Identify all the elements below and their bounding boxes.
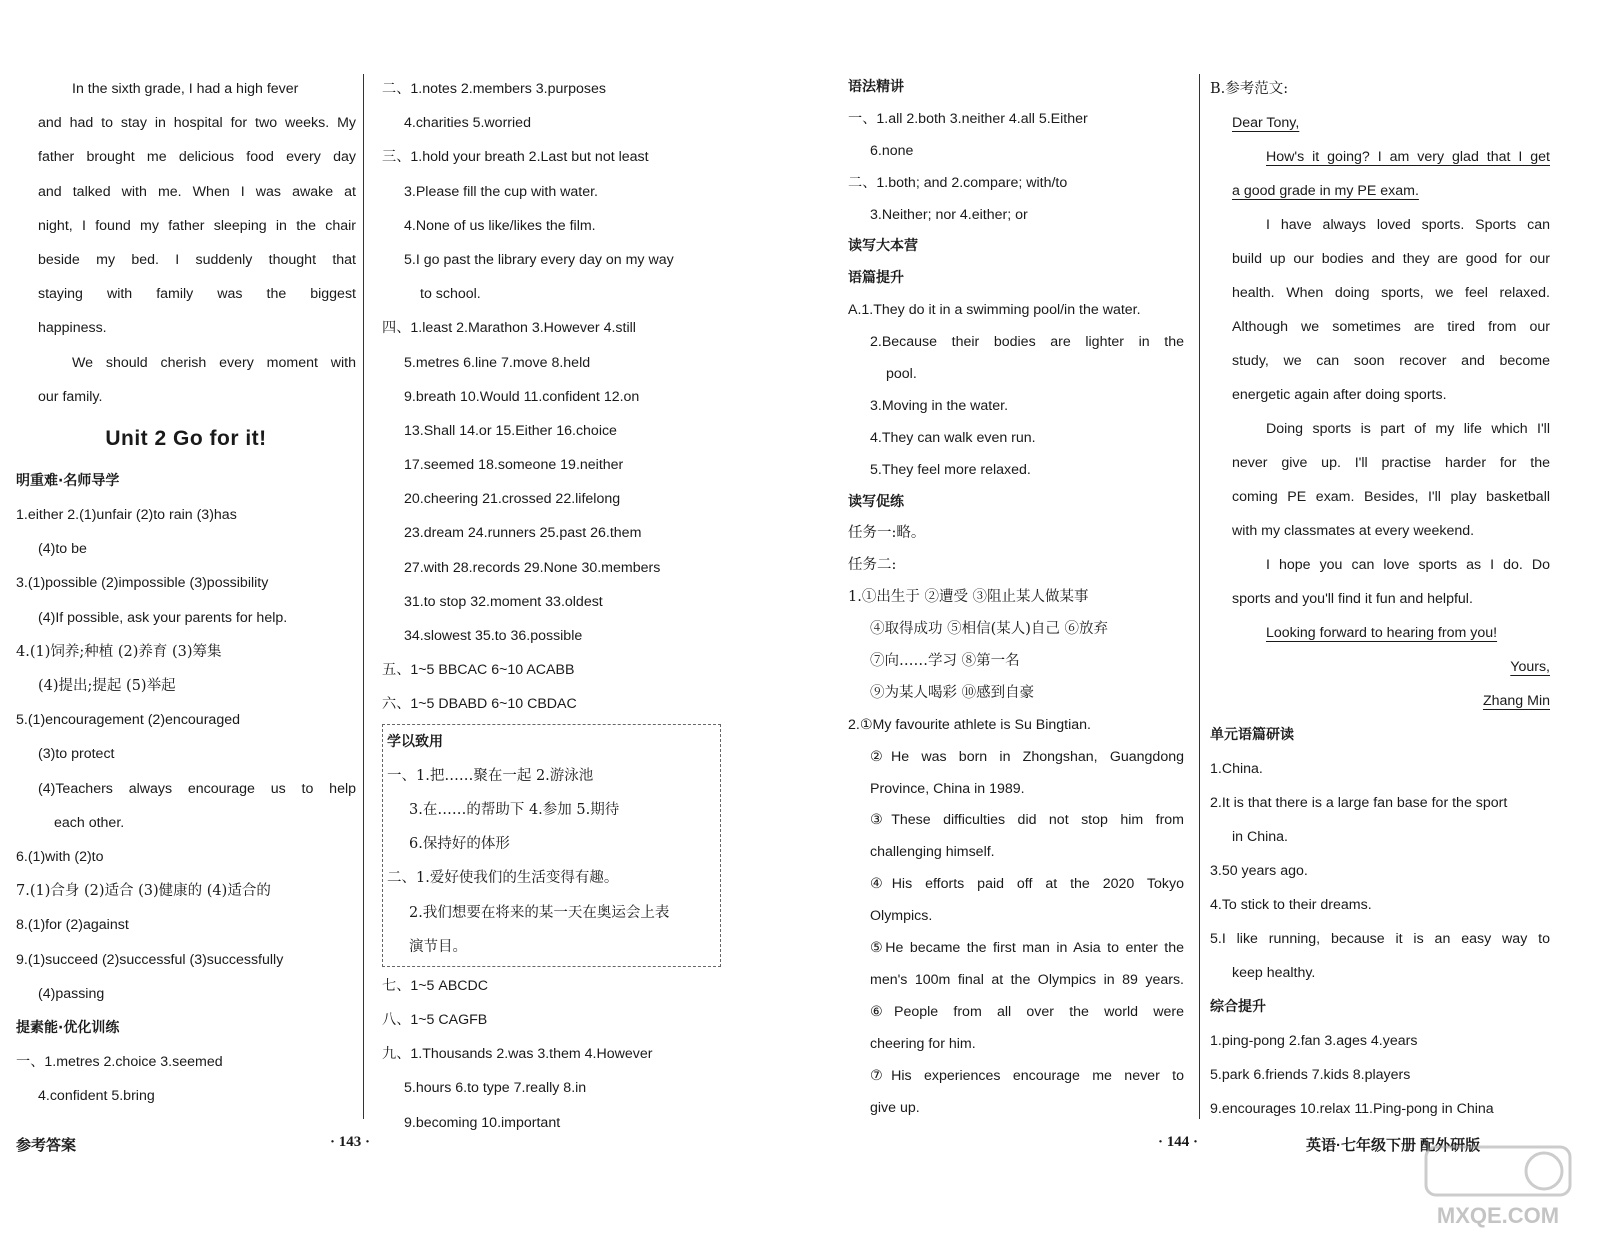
page-number-right: · 144 · xyxy=(1158,1134,1199,1150)
letter-line: never give up. I'll practise harder for the xyxy=(1232,455,1550,471)
essay-line: and had to stay in hospital for two weeks. My xyxy=(38,115,356,132)
answer-line: 6.none xyxy=(870,142,914,159)
answer-line: 5.metres 6.line 7.move 8.held xyxy=(404,354,591,371)
column-1 xyxy=(16,72,356,1113)
answer-line: 9.encourages 10.relax 11.Ping-pong in China xyxy=(1210,1101,1494,1117)
answer-line: 一、1.all 2.both 3.neither 4.all 5.Either xyxy=(848,110,1088,127)
answer-line: 9.(1)succeed (2)successful (3)successfully xyxy=(16,951,284,968)
section-title: 综合提升 xyxy=(1210,999,1266,1015)
answer-line: (4)to be xyxy=(38,541,87,558)
answer-line: Province, China in 1989. xyxy=(870,780,1025,797)
answer-line: 23.dream 24.runners 25.past 26.them xyxy=(404,525,642,542)
answer-line: ⑨为某人喝彩 ⑩感到自豪 xyxy=(870,684,1035,701)
section-title: 单元语篇研读 xyxy=(1210,727,1294,743)
answer-line: ⑦His experiences encourage me never to xyxy=(870,1067,1184,1084)
answer-line: 六、1~5 DBABD 6~10 CBDAC xyxy=(382,696,577,713)
answer-line: in China. xyxy=(1232,829,1288,845)
box-line: 6.保持好的体形 xyxy=(409,836,510,853)
answer-line: 五、1~5 BBCAC 6~10 ACABB xyxy=(382,662,575,679)
answer-line: each other. xyxy=(54,814,125,831)
section-title: 读写大本营 xyxy=(848,238,918,255)
letter-line xyxy=(1210,174,1550,208)
answer-line: ②He was born in Zhongshan, Guangdong xyxy=(870,748,1184,765)
answer-line: 34.slowest 35.to 36.possible xyxy=(404,628,583,644)
answer-line: 1.either 2.(1)unfair (2)to rain (3)has xyxy=(16,507,237,524)
answer-line: (4)Teachers always encourage us to help xyxy=(38,780,356,797)
answer-line: 一、1.metres 2.choice 3.seemed xyxy=(16,1054,223,1071)
box-title: 学以致用 xyxy=(387,733,443,750)
answer-line: 2.It is that there is a large fan base for the sport xyxy=(1210,795,1508,811)
answer-line: 9.breath 10.Would 11.confident 12.on xyxy=(404,388,640,405)
answer-line: 5.They feel more relaxed. xyxy=(870,461,1031,478)
answer-line: 1.China. xyxy=(1210,761,1263,777)
letter-line: energetic again after doing sports. xyxy=(1232,387,1447,403)
answer-line: 5.park 6.friends 7.kids 8.players xyxy=(1210,1067,1411,1083)
column-divider xyxy=(1199,74,1200,1119)
answer-line: 3.Moving in the water. xyxy=(870,397,1009,414)
answer-line: 4.charities 5.worried xyxy=(404,115,531,132)
answer-line: 31.to stop 32.moment 33.oldest xyxy=(404,593,603,610)
answer-line: 4.None of us like/likes the film. xyxy=(404,217,596,234)
answer-line: 3.(1)possible (2)impossible (3)possibility xyxy=(16,575,269,592)
letter-line: Doing sports is part of my life which I'll xyxy=(1266,421,1550,437)
letter-line: with my classmates at every weekend. xyxy=(1232,523,1475,539)
task-label: 任务一:略。 xyxy=(848,525,926,542)
answer-line: 4.To stick to their dreams. xyxy=(1210,897,1372,913)
answer-line: ⑦向……学习 ⑧第一名 xyxy=(870,653,1020,670)
footer-right-label: 英语·七年级下册 配外研版 xyxy=(1306,1137,1481,1154)
column-3 xyxy=(848,72,1184,1124)
answer-line: (4)passing xyxy=(38,985,105,1002)
essay-line: father brought me delicious food every day xyxy=(38,149,356,166)
answer-line: challenging himself. xyxy=(870,844,995,861)
letter-line xyxy=(1210,140,1550,174)
answer-line: A.1.They do it in a swimming pool/in the water. xyxy=(848,302,1141,319)
column-4 xyxy=(1210,72,1550,1126)
letter-salutation xyxy=(1210,106,1550,140)
answer-line: 三、1.hold your breath 2.Last but not least xyxy=(382,149,649,166)
answer-line: ③These difficulties did not stop him from xyxy=(870,812,1184,829)
essay-line: and talked with me. When I was awake at xyxy=(38,183,356,200)
answer-line: (4)If possible, ask your parents for help. xyxy=(38,609,288,626)
box-line: 演节目。 xyxy=(409,938,467,955)
page-number-left: · 143 · xyxy=(330,1134,371,1150)
answer-line: 七、1~5 ABCDC xyxy=(382,977,489,994)
answer-line: 3.Please fill the cup with water. xyxy=(404,183,598,200)
answer-line: 5.I go past the library every day on my way xyxy=(404,251,674,268)
watermark-logo-icon xyxy=(1418,1141,1578,1231)
section-title: 明重难·名师导学 xyxy=(16,472,120,489)
answer-line: 二、1.both; and 2.compare; with/to xyxy=(848,174,1068,191)
footer-left-label: 参考答案 xyxy=(16,1137,77,1154)
answer-line: keep healthy. xyxy=(1232,965,1316,981)
task-label: 任务二: xyxy=(848,557,897,574)
answer-line: 17.seemed 18.someone 19.neither xyxy=(404,457,624,474)
letter-line: I have always loved sports. Sports can xyxy=(1266,217,1550,233)
answer-line: 1.①出生于 ②遭受 ③阻止某人做某事 xyxy=(848,589,1089,606)
letter-closing xyxy=(1210,650,1550,684)
box-line: 2.我们想要在将来的某一天在奥运会上表 xyxy=(409,904,670,921)
answer-line: (3)to protect xyxy=(38,746,115,763)
answer-line: 13.Shall 14.or 15.Either 16.choice xyxy=(404,422,617,439)
essay-line: our family. xyxy=(38,388,103,405)
letter-line: coming PE exam. Besides, I'll play basketball xyxy=(1232,489,1550,505)
letter-text: Looking forward to hearing from you! xyxy=(1266,625,1498,641)
closing-text: Yours, xyxy=(1510,659,1550,675)
answer-line: 6.(1)with (2)to xyxy=(16,848,104,865)
essay-line: beside my bed. I suddenly thought that xyxy=(38,251,356,268)
section-title: 语篇提升 xyxy=(848,270,904,287)
answer-line: cheering for him. xyxy=(870,1035,976,1052)
letter-text: a good grade in my PE exam. xyxy=(1232,183,1419,199)
answer-line: ⑥People from all over the world were xyxy=(870,1003,1184,1020)
answer-line: 5.(1)encouragement (2)encouraged xyxy=(16,712,240,729)
answer-line: men's 100m final at the Olympics in 89 years. xyxy=(870,971,1184,988)
letter-line: build up our bodies and they are good for our xyxy=(1232,251,1550,267)
answer-line: ④取得成功 ⑤相信(某人)自己 ⑥放弃 xyxy=(870,621,1109,638)
practice-box xyxy=(382,724,721,967)
answer-line: 1.ping-pong 2.fan 3.ages 4.years xyxy=(1210,1033,1418,1049)
letter-text: How's it going? I am very glad that I get xyxy=(1266,149,1550,165)
answer-line: 5.I like running, because it is an easy way to xyxy=(1210,931,1550,947)
essay-line: In the sixth grade, I had a high fever xyxy=(72,81,299,97)
answer-line: 2.Because their bodies are lighter in the xyxy=(870,334,1184,351)
answer-line: 3.Neither; nor 4.either; or xyxy=(870,206,1028,223)
answer-line: 二、1.notes 2.members 3.purposes xyxy=(382,81,606,97)
unit-title: Unit 2 Go for it! xyxy=(105,426,267,450)
answer-line: 7.(1)合身 (2)适合 (3)健康的 (4)适合的 xyxy=(16,883,271,900)
box-line: 3.在……的帮助下 4.参加 5.期待 xyxy=(409,801,620,818)
answer-line: 8.(1)for (2)against xyxy=(16,917,129,934)
answer-line: 4.confident 5.bring xyxy=(38,1088,155,1105)
watermark-text: MXQE.COM xyxy=(1436,1203,1560,1228)
answer-line: to school. xyxy=(420,286,481,303)
answer-line: 3.50 years ago. xyxy=(1210,863,1308,879)
letter-line: sports and you'll find it fun and helpful. xyxy=(1232,591,1473,607)
answer-line: 2.①My favourite athlete is Su Bingtian. xyxy=(848,716,1091,733)
answer-line: ⑤He became the first man in Asia to enter the xyxy=(870,940,1184,957)
answer-line: 9.becoming 10.important xyxy=(404,1114,561,1131)
answer-line: 4.(1)饲养;种植 (2)养育 (3)筹集 xyxy=(16,643,222,660)
essay-line: We should cherish every moment with xyxy=(72,354,356,371)
essay-line: night, I found my father sleeping in the chair xyxy=(38,217,356,234)
answer-line: 九、1.Thousands 2.was 3.them 4.However xyxy=(382,1046,653,1063)
answer-line: 八、1~5 CAGFB xyxy=(382,1012,488,1029)
section-title: 语法精讲 xyxy=(848,79,904,95)
answer-line: 20.cheering 21.crossed 22.lifelong xyxy=(404,491,621,508)
model-essay-title: B.参考范文: xyxy=(1210,81,1289,97)
answer-line: give up. xyxy=(870,1099,920,1116)
answer-line: 四、1.least 2.Marathon 3.However 4.still xyxy=(382,320,636,337)
section-title: 提素能·优化训练 xyxy=(16,1019,120,1036)
column-2 xyxy=(382,72,717,1140)
box-line: 二、1.爱好使我们的生活变得有趣。 xyxy=(387,870,619,887)
column-divider xyxy=(363,74,364,1119)
answer-line: pool. xyxy=(886,366,917,383)
box-line: 一、1.把……聚在一起 2.游泳池 xyxy=(387,767,594,784)
letter-signature xyxy=(1210,684,1550,718)
letter-line: Although we sometimes are tired from our xyxy=(1232,319,1550,335)
section-title: 读写促练 xyxy=(848,493,904,510)
letter-line: I hope you can love sports as I do. Do xyxy=(1266,557,1550,573)
answer-line: 4.They can walk even run. xyxy=(870,429,1036,446)
letter-line xyxy=(1210,616,1550,650)
answer-line: 5.hours 6.to type 7.really 8.in xyxy=(404,1080,587,1097)
answer-line: ④His efforts paid off at the 2020 Tokyo xyxy=(870,876,1184,893)
letter-line: study, we can soon recover and become xyxy=(1232,353,1550,369)
letter-line: health. When doing sports, we feel relaxed. xyxy=(1232,285,1550,301)
salutation-text: Dear Tony, xyxy=(1232,115,1300,131)
signature-text: Zhang Min xyxy=(1482,693,1550,709)
answer-line: 27.with 28.records 29.None 30.members xyxy=(404,559,661,576)
answer-line: (4)提出;提起 (5)举起 xyxy=(38,678,176,694)
essay-line: staying with family was the biggest xyxy=(38,286,356,303)
answer-line: Olympics. xyxy=(870,908,933,925)
essay-line: happiness. xyxy=(38,320,107,337)
